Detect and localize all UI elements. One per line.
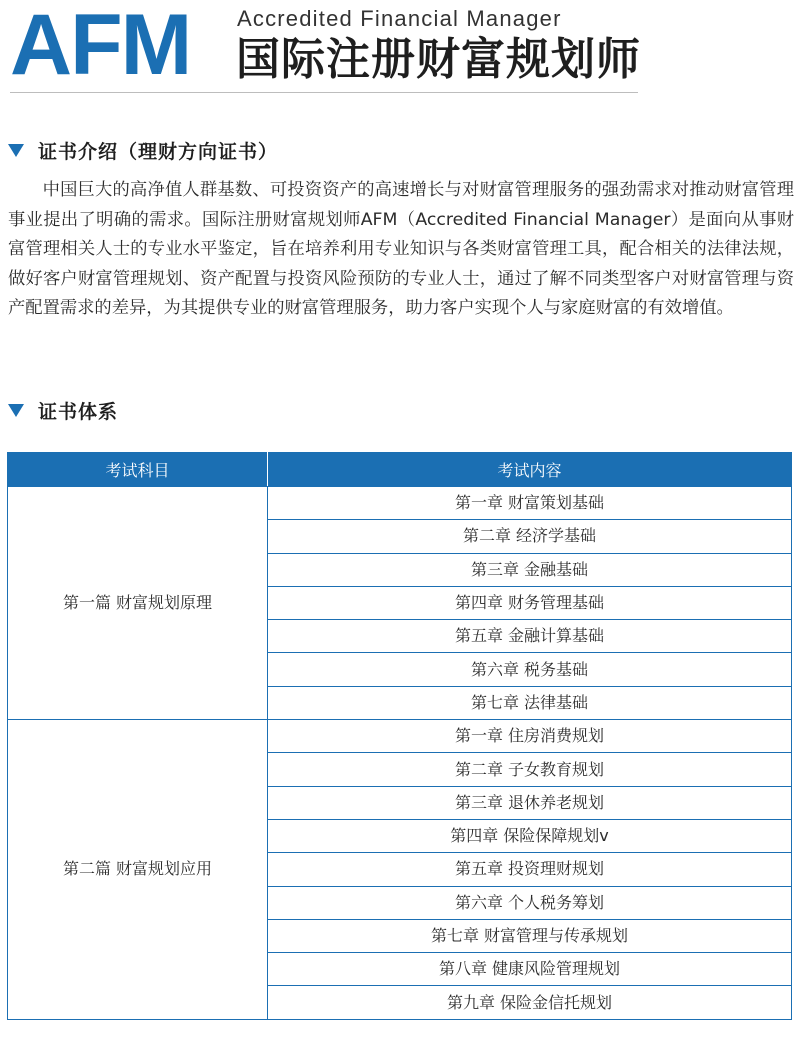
- chapter-cell: 第五章 投资理财规划: [268, 853, 792, 886]
- english-subtitle: Accredited Financial Manager: [237, 6, 562, 31]
- chapter-cell: 第五章 金融计算基础: [268, 620, 792, 653]
- chapter-cell: 第三章 退休养老规划: [268, 786, 792, 819]
- column-header-subject: 考试科目: [8, 453, 268, 487]
- section-heading-system: [8, 396, 118, 424]
- chapter-cell: 第七章 财富管理与传承规划: [268, 919, 792, 952]
- chapter-cell: 第二章 经济学基础: [268, 520, 792, 553]
- chapter-cell: 第一章 财富策划基础: [268, 487, 792, 520]
- section-heading-intro: [8, 136, 278, 164]
- exam-table: [7, 452, 792, 1020]
- page-title: 国际注册财富规划师: [236, 34, 641, 85]
- chapter-cell: 第二章 子女教育规划: [268, 753, 792, 786]
- chapter-cell: 第六章 个人税务筹划: [268, 886, 792, 919]
- header-divider: [10, 92, 638, 93]
- chapter-cell: 第八章 健康风险管理规划: [268, 953, 792, 986]
- chapter-cell: 第三章 金融基础: [268, 553, 792, 586]
- subject-cell: 第二篇 财富规划应用: [8, 720, 268, 1020]
- chapter-cell: 第四章 财务管理基础: [268, 586, 792, 619]
- triangle-down-icon: [8, 144, 24, 157]
- page-header: [0, 0, 800, 96]
- triangle-down-icon: [8, 404, 24, 417]
- afm-logo: AFM: [10, 0, 191, 93]
- table-header-row: [8, 453, 792, 487]
- column-header-content: 考试内容: [268, 453, 792, 487]
- chapter-cell: 第一章 住房消费规划: [268, 720, 792, 753]
- chapter-cell: 第九章 保险金信托规划: [268, 986, 792, 1019]
- subject-cell: 第一篇 财富规划原理: [8, 487, 268, 720]
- section-title: 证书介绍（理财方向证书）: [38, 140, 279, 163]
- intro-paragraph: 中国巨大的高净值人群基数、可投资资产的高速增长与对财富管理服务的强劲需求对推动财富管理事业提出了明确的需求。国际注册财富规划师AFM（Accredited Financial Manager）是面向从事财富管理相关人士的专业水平鉴定，旨在培养利用专业知识与各类财富管理工具，配合相关的法律法规，做好客户财富管理规划、资产配置与投资风险预防的专业人士，通过了解不同类型客户对财富管理与资产配置需求的差异，为其提供专业的财富管理服务，助力客户实现个人与家庭财富的有效增值。: [8, 180, 794, 318]
- chapter-cell: 第六章 税务基础: [268, 653, 792, 686]
- table-row: [8, 487, 792, 520]
- section-title: 证书体系: [38, 400, 119, 423]
- table-row: [8, 720, 792, 753]
- chapter-cell: 第七章 法律基础: [268, 686, 792, 719]
- chapter-cell: 第四章 保险保障规划v: [268, 819, 792, 852]
